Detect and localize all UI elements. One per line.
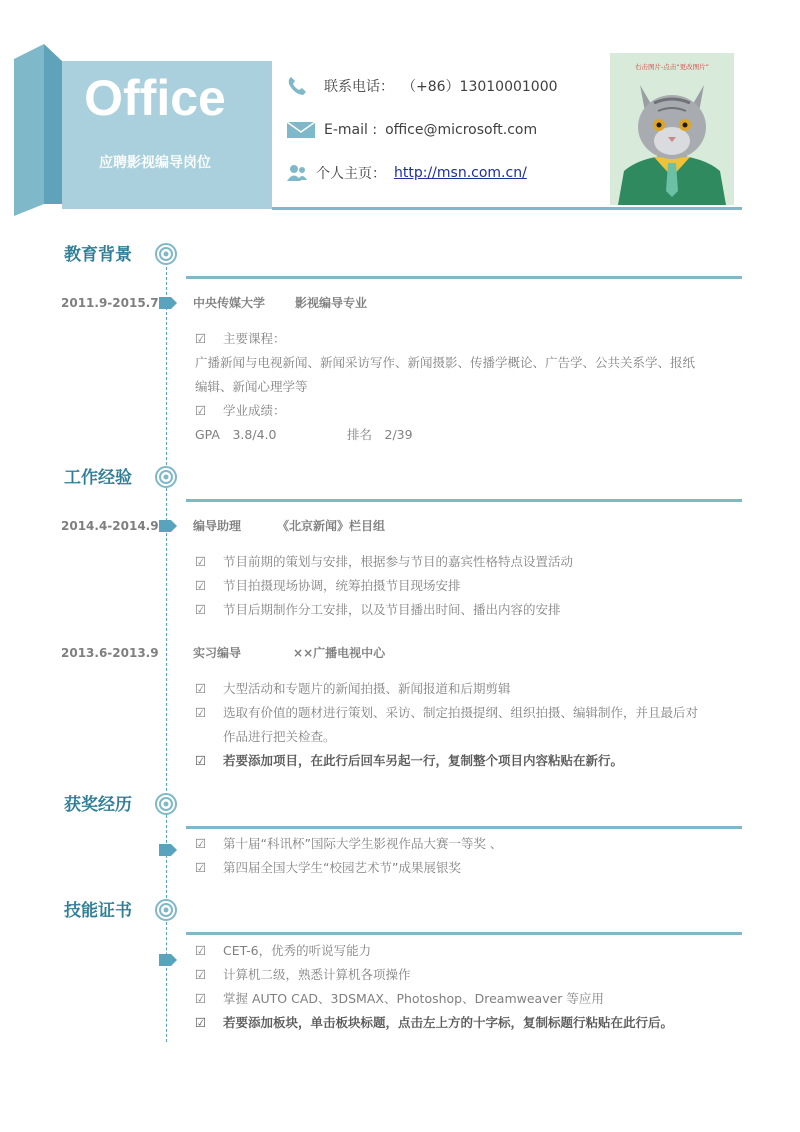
school-name: 中央传媒大学 [193,296,266,310]
timeline-line [166,815,167,898]
checkbox-icon: ☑ [195,602,207,617]
candidate-name: Office [84,70,226,126]
applied-position: 应聘影视编导岗位 [99,155,211,171]
phone-value: （+86）13010001000 [402,79,558,95]
mail-icon [286,121,316,139]
list-item: ☑ 若要添加项目，在此行后回车另起一行，复制整个项目内容粘贴在新行。 [195,749,623,773]
checkbox-icon: ☑ [195,705,207,720]
job-period: 2014.4-2014.9 [61,519,159,533]
checkbox-icon: ☑ [195,967,207,982]
checkbox-icon: ☑ [195,753,207,768]
list-item: ☑ 学业成绩： [195,399,286,423]
target-icon [155,899,177,921]
arrow-tag-icon [159,954,177,966]
list-item: ☑ 大型活动和专题片的新闻拍摄、新闻报道和后期剪辑 [195,677,511,701]
checkbox-icon: ☑ [195,1015,207,1030]
checkbox-icon: ☑ [195,836,207,851]
checkbox-icon: ☑ [195,331,207,346]
grades-row [195,423,413,447]
list-item: ☑ 节目拍摄现场协调，统筹拍摄节目现场安排 [195,574,461,598]
list-item: 作品进行把关检查。 [223,729,336,744]
section-rule [186,499,742,502]
arrow-tag-icon [159,844,177,856]
phone-icon [286,75,316,97]
section-rule [186,276,742,279]
photo-caption: 右击图片-点击“更改图片” [634,63,710,71]
education-period: 2011.9-2015.7 [61,296,159,310]
courses-text: 编辑、新闻心理学等 [195,379,308,394]
list-item: ☑ 节目后期制作分工安排，以及节目播出时间、播出内容的安排 [195,598,561,622]
email-value: office@microsoft.com [385,122,538,138]
list-item: ☑ 第十届“科讯杯”国际大学生影视作品大赛一等奖 、 [195,832,502,856]
user-icon [286,164,316,182]
contact-phone-row [286,73,558,99]
courses-text: 广播新闻与电视新闻、新闻采访写作、新闻摄影、传播学概论、广告学、公共关系学、报纸 [195,355,696,370]
homepage-label: 个人主页： [316,166,386,182]
timeline-line [166,922,167,1042]
arrow-tag-icon [159,520,177,532]
contact-homepage-row [286,160,527,186]
list-item: ☑ 第四届全国大学生“校园艺术节”成果展银奖 [195,856,461,880]
section-rule [186,932,742,935]
timeline-line [166,488,167,791]
job-entry [193,518,385,534]
checkbox-icon: ☑ [195,860,207,875]
header-rule [272,207,742,210]
job-period: 2013.6-2013.9 [61,646,159,660]
arrow-tag-icon [159,297,177,309]
checkbox-icon: ☑ [195,578,207,593]
profile-photo[interactable] [610,53,734,205]
list-item: ☑ 计算机二级，熟悉计算机各项操作 [195,963,411,987]
timeline-line [166,262,167,465]
contact-email-row [286,117,537,143]
section-rule [186,826,742,829]
checkbox-icon: ☑ [195,991,207,1006]
education-entry [193,295,367,311]
job-org: ××广播电视中心 [293,646,386,660]
phone-label: 联系电话： [324,79,394,95]
list-item: ☑ 节目前期的策划与安排，根据参与节目的嘉宾性格特点设置活动 [195,550,573,574]
section-title-work[interactable]: 工作经验 [64,468,132,488]
email-label: E-mail : [324,122,378,138]
gpa-value: GPA 3.8/4.0 [195,427,277,442]
section-title-skills[interactable]: 技能证书 [64,901,132,921]
list-item: ☑ 选取有价值的题材进行策划、采访、制定拍摄提纲、组织拍摄、编辑制作，并且最后对 [195,701,698,725]
checkbox-icon: ☑ [195,943,207,958]
target-icon [155,466,177,488]
target-icon [155,243,177,265]
section-title-awards[interactable]: 获奖经历 [64,795,132,815]
target-icon [155,793,177,815]
rank-value: 排名 2/39 [347,427,413,442]
job-role: 实习编导 [193,646,242,660]
list-item: ☑ 若要添加板块，单击板块标题，点击左上方的十字标，复制标题行粘贴在此行后。 [195,1011,673,1035]
major-name: 影视编导专业 [295,296,368,310]
checkbox-icon: ☑ [195,554,207,569]
list-item: ☑ 掌握 AUTO CAD、3DSMAX、Photoshop、Dreamweaver 等应用 [195,987,604,1011]
list-item: ☑ 主要课程： [195,327,286,351]
job-org: 《北京新闻》栏目组 [277,519,386,533]
homepage-link[interactable]: http://msn.com.cn/ [394,165,527,181]
list-item: ☑ CET-6，优秀的听说写能力 [195,939,371,963]
job-entry [193,645,385,661]
checkbox-icon: ☑ [195,681,207,696]
job-role: 编导助理 [193,519,242,533]
section-title-education[interactable]: 教育背景 [64,245,132,265]
checkbox-icon: ☑ [195,403,207,418]
